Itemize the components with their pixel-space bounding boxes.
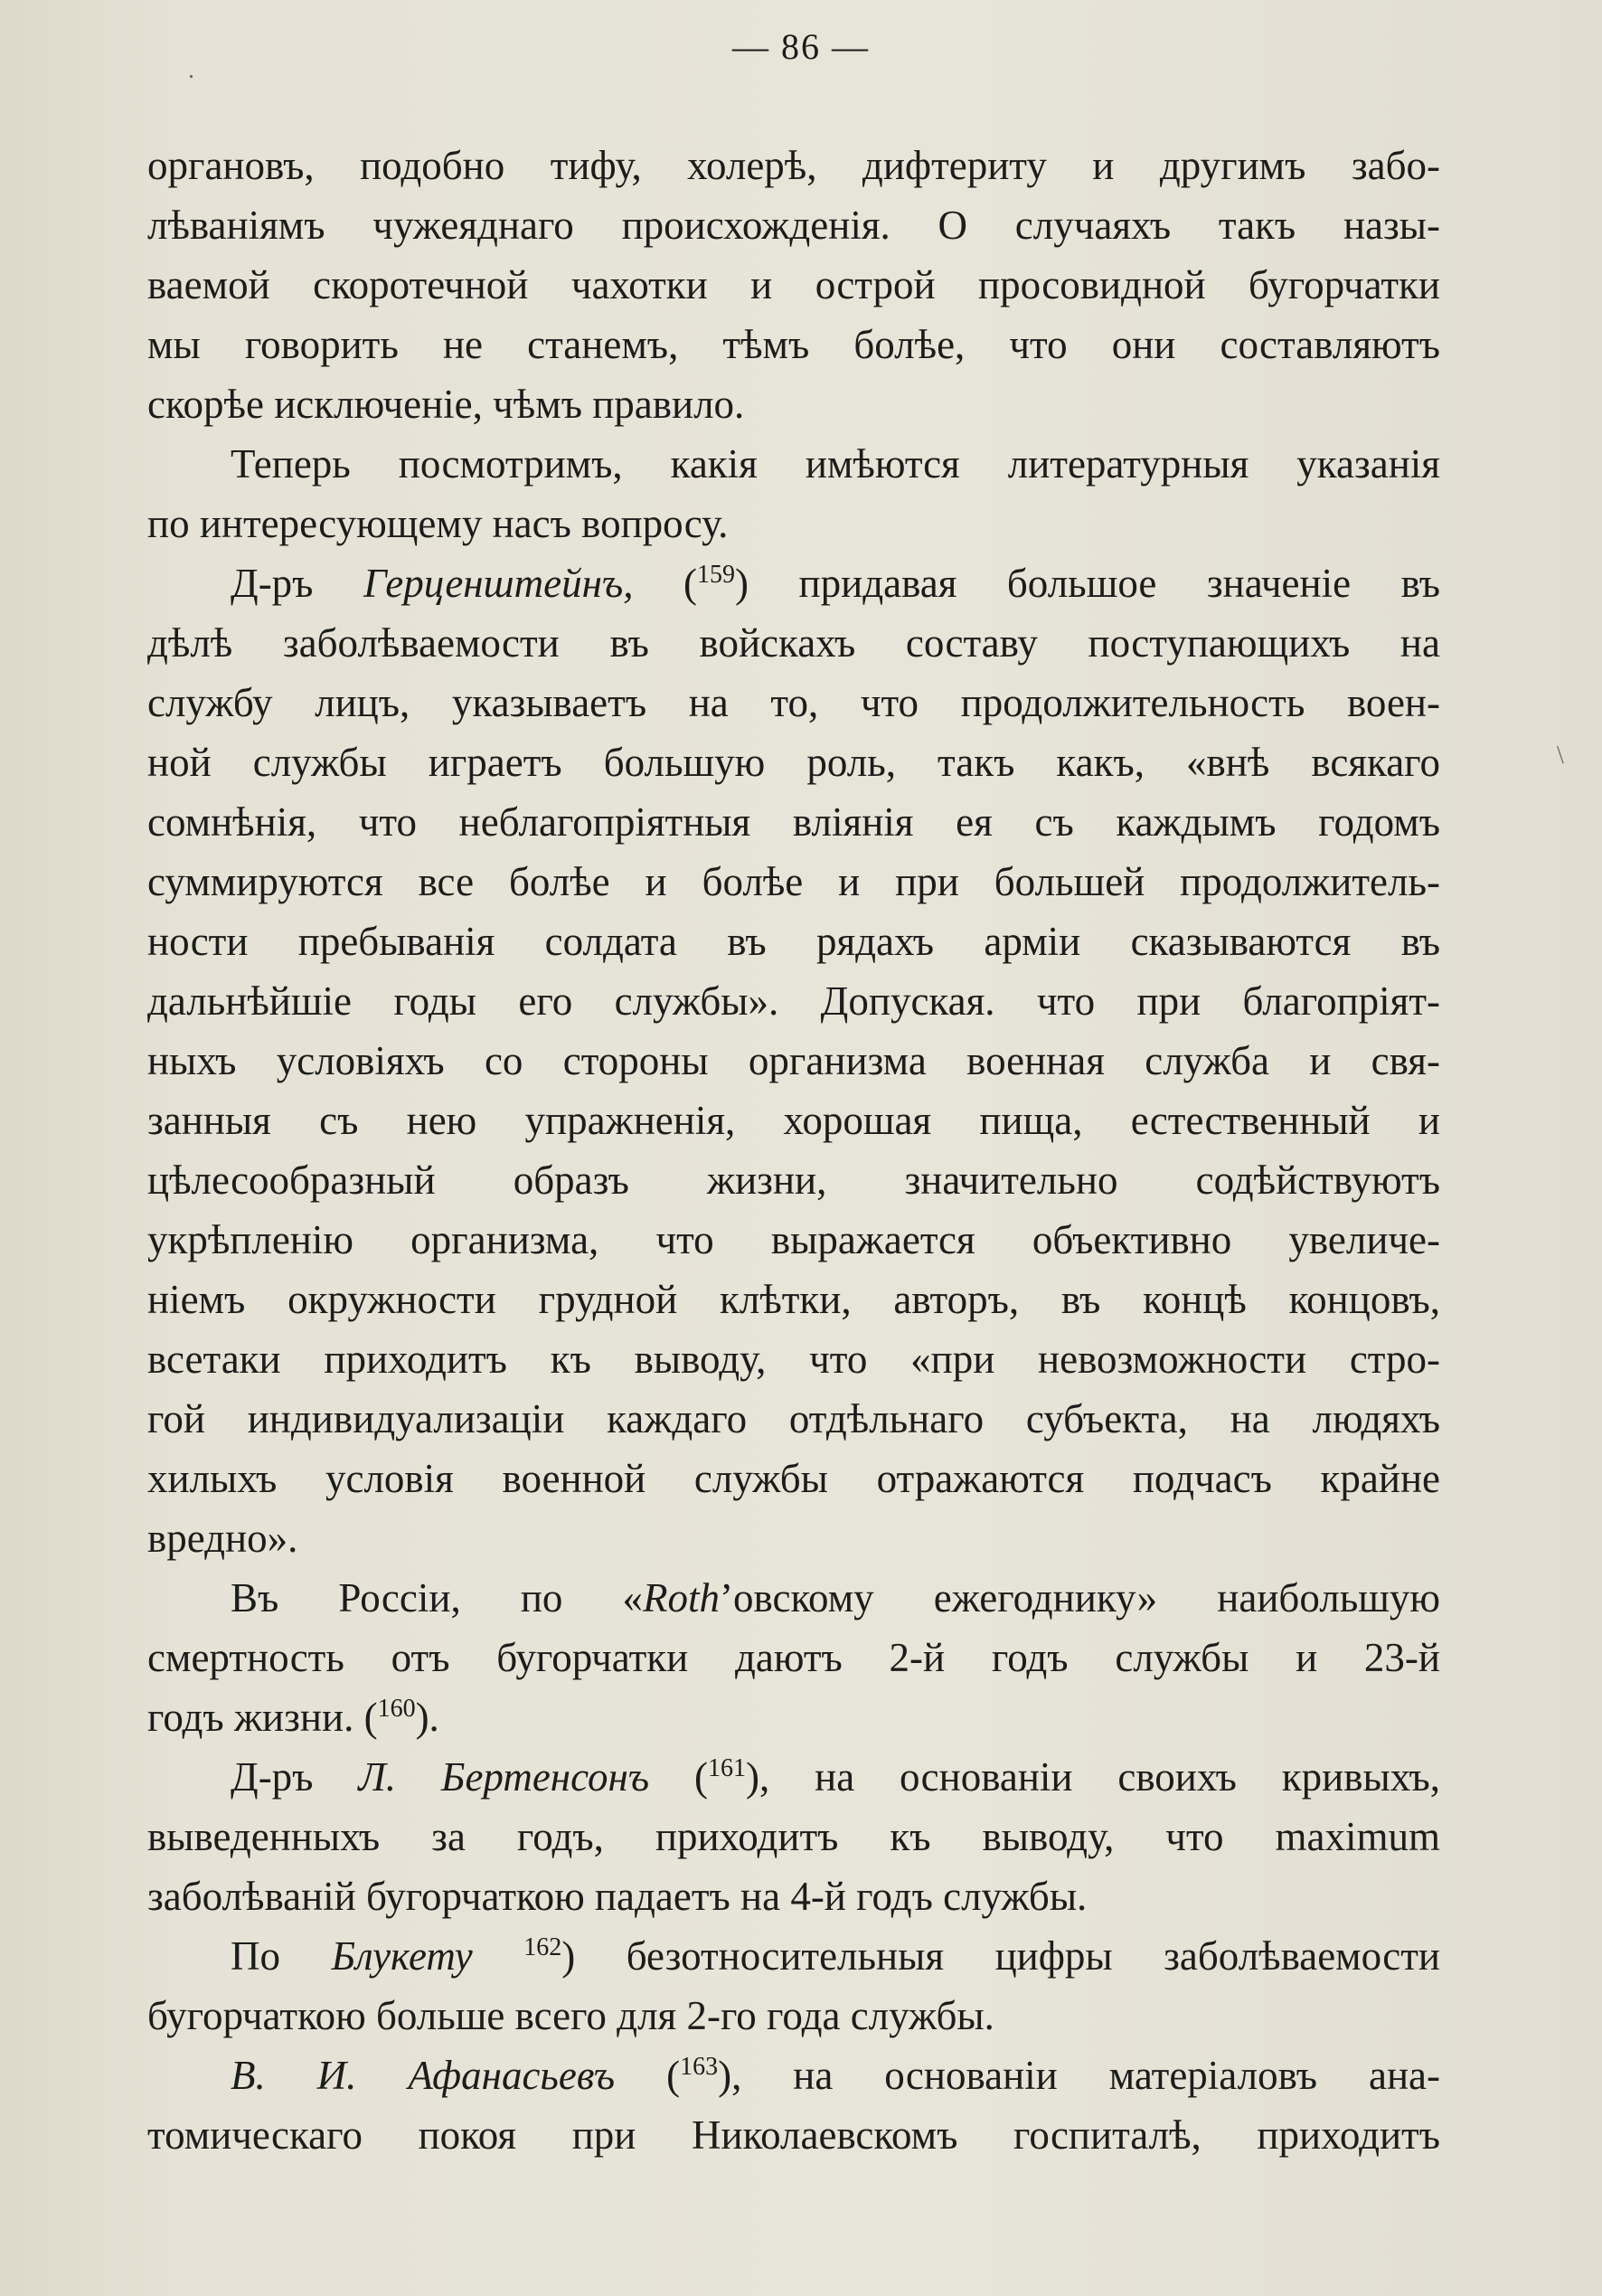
author-name: Блукету xyxy=(331,1933,473,1979)
text-line: выведенныхъ за годъ, приходитъ къ выводу, что maximum xyxy=(147,1814,1440,1859)
text-fragment: Д-ръ xyxy=(231,561,363,606)
text-line xyxy=(147,1687,1440,1747)
text-fragment: ( xyxy=(633,561,698,606)
text-fragment: Въ Россіи, по « xyxy=(231,1575,644,1620)
text-line xyxy=(147,1568,1440,1628)
page-number: — 86 — xyxy=(732,26,870,67)
author-name: Л. Бертенсонъ xyxy=(358,1754,650,1800)
text-line: томическаго покоя при Николаевскомъ госпиталѣ, приходитъ xyxy=(147,2112,1440,2158)
text-line: мы говорить не станемъ, тѣмъ болѣе, что они составляютъ xyxy=(147,322,1440,367)
text-fragment: Д-ръ xyxy=(231,1754,359,1800)
text-fragment: ) безотносительныя цифры заболѣваемости xyxy=(561,1933,1440,1979)
author-name: В. И. Афанасьевъ xyxy=(231,2053,616,2098)
text-line xyxy=(147,2046,1440,2105)
text-line: смертность отъ бугорчатки даютъ 2-й годъ службы и 23-й xyxy=(147,1635,1440,1680)
text-fragment: ( xyxy=(615,2053,681,2098)
text-line: скорѣе исключеніе, чѣмъ правило. xyxy=(147,382,745,427)
text-line: дальнѣйшіе годы его службы». Допуская. что при благопріят- xyxy=(147,978,1440,1024)
text-fragment: ) придавая большое значеніе въ xyxy=(735,561,1441,606)
text-line: бугорчаткою больше всего для 2-го года службы. xyxy=(147,1993,994,2038)
reference-number: 160 xyxy=(377,1695,416,1723)
text-line: ной службы играетъ большую роль, такъ какъ, «внѣ всякаго xyxy=(147,740,1440,785)
text-line xyxy=(147,1926,1440,1986)
text-line: ніемъ окружности грудной клѣтки, авторъ, въ концѣ концовъ, xyxy=(147,1277,1440,1322)
text-line xyxy=(147,553,1440,613)
text-fragment: ’овскому ежегоднику» наибольшую xyxy=(720,1575,1440,1620)
text-fragment: ), на основаніи своихъ кривыхъ, xyxy=(746,1754,1440,1800)
text-fragment: годъ жизни. ( xyxy=(147,1695,378,1740)
text-line: службу лицъ, указываетъ на то, что продолжительность воен- xyxy=(147,680,1440,725)
text-line: ности пребыванія солдата въ рядахъ арміи сказываются въ xyxy=(147,919,1440,964)
text-line: всетаки приходитъ къ выводу, что «при невозможности стро- xyxy=(147,1337,1440,1382)
reference-number: 159 xyxy=(697,561,736,589)
text-line: цѣлесообразный образъ жизни, значительно содѣйствуютъ xyxy=(147,1157,1440,1203)
corner-dot: . xyxy=(188,56,194,84)
text-line: ваемой скоротечной чахотки и острой просовидной бугорчатки xyxy=(147,262,1440,307)
text-fragment: ), на основаніи матеріаловъ ана- xyxy=(718,2053,1440,2098)
text-line: занныя съ нею упражненія, хорошая пища, естественный и xyxy=(147,1098,1440,1143)
text-line: лѣваніямъ чужеяднаго происхожденія. О случаяхъ такъ назы- xyxy=(147,203,1440,248)
reference-number: 163 xyxy=(680,2053,719,2081)
reference-number: 162 xyxy=(523,1933,562,1961)
text-line: Теперь посмотримъ, какія имѣются литературныя указанія xyxy=(231,441,1440,487)
text-line: сомнѣнія, что неблагопріятныя вліянія ея съ каждымъ годомъ xyxy=(147,799,1440,845)
margin-mark: \ xyxy=(1557,742,1564,770)
body-text xyxy=(147,136,1440,2165)
text-line: вредно». xyxy=(147,1516,298,1561)
text-line: хилыхъ условія военной службы отражаются подчасъ крайне xyxy=(147,1456,1440,1501)
text-line: суммируются все болѣе и болѣе и при большей продолжитель- xyxy=(147,859,1440,904)
author-name: Герценштейнъ, xyxy=(363,561,634,606)
text-line: гой индивидуализаціи каждаго отдѣльнаго субъекта, на людяхъ xyxy=(147,1396,1440,1441)
text-line: по интересующему насъ вопросу. xyxy=(147,501,729,546)
text-line: дѣлѣ заболѣваемости въ войскахъ составу поступающихъ на xyxy=(147,620,1440,666)
text-line: заболѣваній бугорчаткою падаетъ на 4-й годъ службы. xyxy=(147,1874,1088,1919)
text-line: органовъ, подобно тифу, холерѣ, дифтериту и другимъ забо- xyxy=(147,143,1440,188)
text-line: укрѣпленію организма, что выражается объективно увеличе- xyxy=(147,1217,1440,1262)
text-fragment: По xyxy=(231,1933,332,1979)
text-line xyxy=(147,1747,1440,1807)
text-fragment xyxy=(473,1933,524,1979)
text-fragment: ). xyxy=(415,1695,439,1740)
text-line: ныхъ условіяхъ со стороны организма военная служба и свя- xyxy=(147,1038,1440,1083)
source-name: Roth xyxy=(643,1575,721,1620)
text-fragment: ( xyxy=(649,1754,709,1800)
reference-number: 161 xyxy=(708,1754,747,1782)
